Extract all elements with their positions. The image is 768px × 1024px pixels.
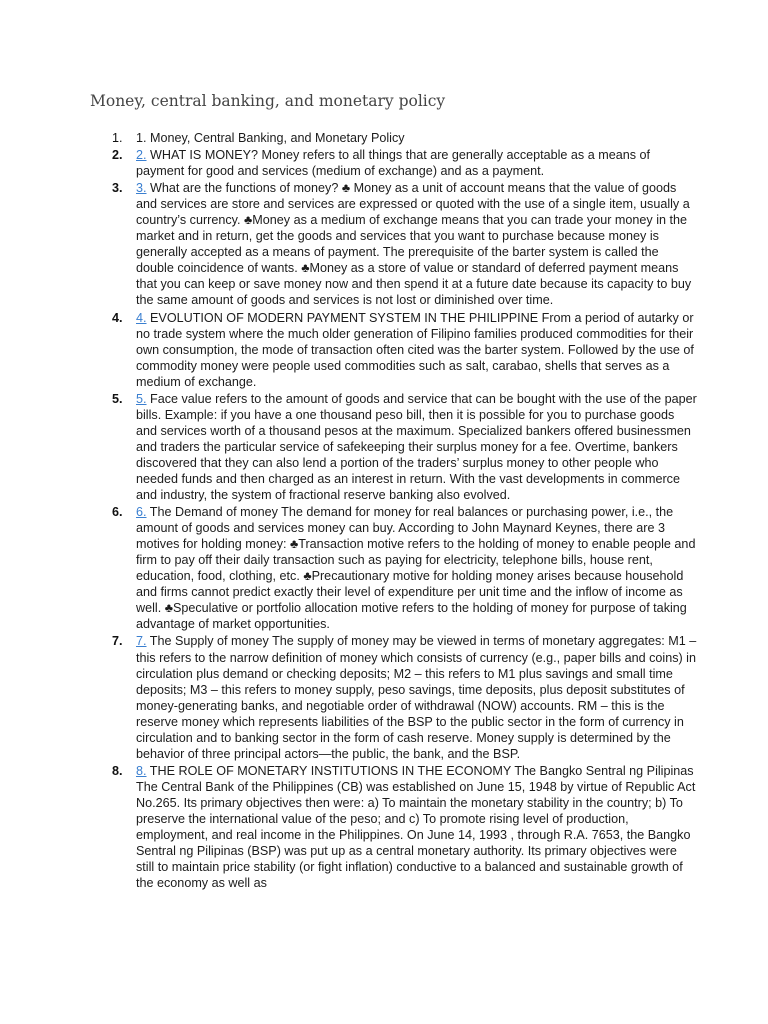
list-number: 7. (112, 634, 123, 649)
slide-link[interactable]: 6. (136, 505, 147, 520)
list-item-text: The Demand of money The demand for money for real balances or purchasing power, i.e., the amount of goods and services money can buy. According to John Maynard Keynes, there are 3 motives for holding money: ♣Transaction motive refers to the holding of money to enable people and firm to pay off their daily transaction such as paying for electricity, telephone bills, house rent, education, food, clothing, etc. ♣Precautionary motive for holding money arises because household and firms cannot predict exactly their level of expenditure per unit time and the inflow of income as well. ♣Speculative or portfolio allocation motive refers to the holding of money for purpose of taking advantage of market opportunities. (136, 505, 696, 632)
slide-link[interactable]: 2. (136, 148, 147, 163)
numbered-list (108, 130, 698, 892)
list-number: 5. (112, 391, 123, 406)
list-item-text: EVOLUTION OF MODERN PAYMENT SYSTEM IN THE PHILIPPINE From a period of autarky or no trade system where the much older generation of Filipino families produced commodities for their own consumption, the mode of transaction often cited was the barter system. Followed by the use of commodity money were people used commodities such as salt, carabao, shells that serves as a medium of exchange. (136, 310, 694, 389)
list-number: 4. (112, 310, 123, 325)
list-item (108, 633, 698, 761)
document-title: Money, central banking, and monetary policy (90, 92, 446, 110)
list-number: 1. (112, 131, 123, 145)
list-item (108, 310, 698, 390)
list-item-text: What are the functions of money? ♣ Money as a unit of account means that the value of goods and services are store and services are expressed or quoted with the use of a single item, usually a country’s currency. ♣Money as a medium of exchange means that you can trade your money in the market and in return, get the goods and services that you want to purchase because money is generally accepted as a means of payment. The prerequisite of the barter system is called the double coincidence of wants. ♣Money as a store of value or standard of deferred payment means that you can keep or save money now and then spend it at a future date because its capacity to buy the same amount of goods and services is not lost or diminished over time. (136, 181, 692, 308)
list-item-text: WHAT IS MONEY? Money refers to all things that are generally acceptable as a means of payment for good and services (medium of exchange) and as a payment. (136, 148, 651, 179)
slide-link[interactable]: 4. (136, 310, 147, 325)
list-item-text: 1. Money, Central Banking, and Monetary Policy (136, 131, 405, 145)
list-item-text: The Supply of money The supply of money may be viewed in terms of monetary aggregates: M1 – this refers to the narrow definition of money which consists of currency (e.g., paper bills and coins) in circulation plus demand or checking deposits; M2 – this refers to M1 plus savings and small time deposits; M3 – this refers to money supply, peso savings, time deposits, plus deposit substitutes of money-generating banks, and negotiable order of withdrawal (NOW) accounts. RM – this is the reserve money which represents liabilities of the BSP to the public sector in the form of currency in circulation and to banking sector in the form of cash reserve. Money supply is determined by the behavior of three principal actors—the public, the bank, and the BSP. (136, 634, 697, 761)
list-item (108, 391, 698, 503)
list-number: 6. (112, 505, 123, 520)
slide-link[interactable]: 8. (136, 763, 147, 778)
list-number: 8. (112, 763, 123, 778)
list-item (108, 504, 698, 632)
list-item (108, 130, 698, 146)
slide-link[interactable]: 7. (136, 634, 147, 649)
list-item-text: Face value refers to the amount of goods and service that can be bought with the use of the paper bills. Example: if you have a one thousand peso bill, then it is possible for you to purchase goods and services worth of a thousand pesos at the maximum. Specialized bankers offered businessmen and traders the particular service of safekeeping their surplus money for a fee. Overtime, bankers discovered that they can also lend a portion of the traders’ surplus money to other people who needed funds and then charged as an interest in return. With the vast developments in commerce and industry, the system of fractional reserve banking also evolved. (136, 391, 697, 503)
list-item (108, 180, 698, 308)
slide-link[interactable]: 5. (136, 391, 147, 406)
list-item-text: THE ROLE OF MONETARY INSTITUTIONS IN THE ECONOMY The Bangko Sentral ng Pilipinas The Central Bank of the Philippines (CB) was established on June 15, 1948 by virtue of Republic Act No.265. Its primary objectives then were: a) To maintain the monetary stability in the country; b) To preserve the international value of the peso; and c) To promote rising level of production, employment, and real income in the Philippines. On June 14, 1993 , through R.A. 7653, the Bangko Sentral ng Pilipinas (BSP) was put up as a central monetary authority. Its primary objectives were still to maintain price stability (or fight inflation) conductive to a balanced and sustainable growth of the economy as well as (136, 763, 696, 891)
list-item (108, 763, 698, 891)
list-number: 2. (112, 148, 123, 163)
list-number: 3. (112, 181, 123, 196)
slide-link[interactable]: 3. (136, 181, 147, 196)
list-item (108, 147, 698, 179)
